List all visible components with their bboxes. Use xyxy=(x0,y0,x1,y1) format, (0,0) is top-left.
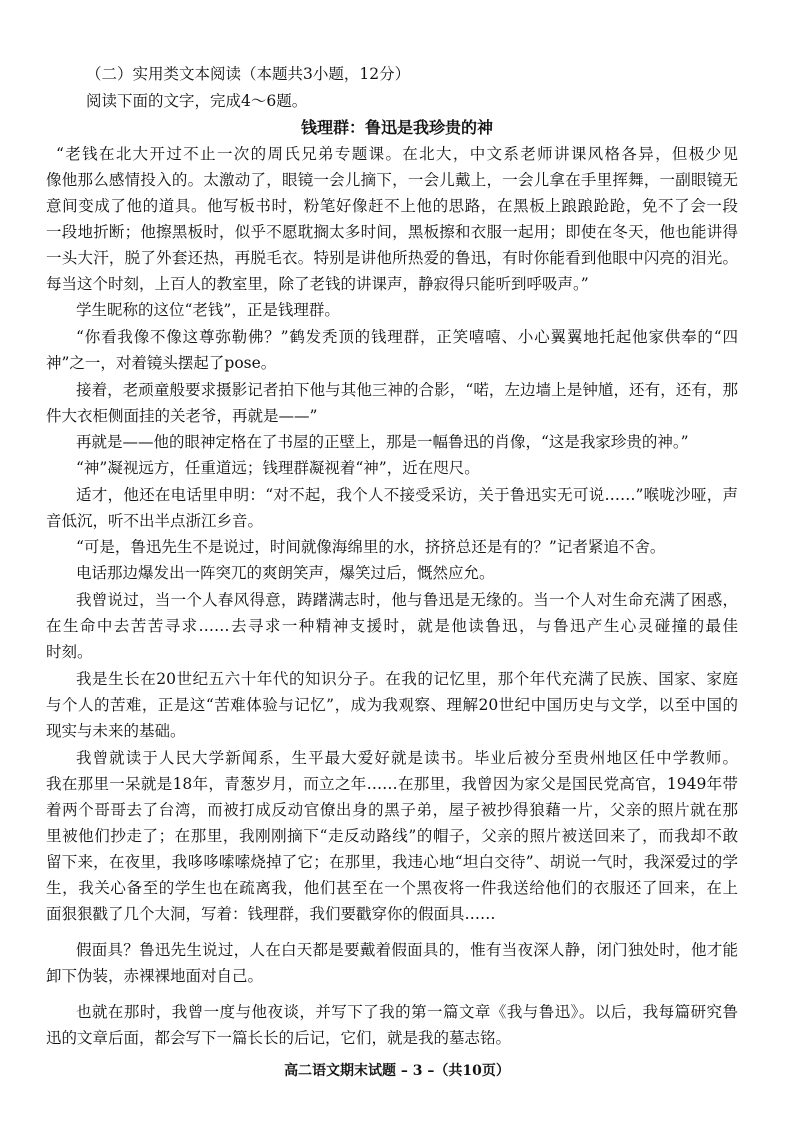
paragraph-line: 件大衣柜侧面挂的关老爷，再就是——” xyxy=(46,407,318,425)
paragraph-line: 适才，他还在电话里申明：“对不起，我个人不接受采访，关于鲁迅实无可说……”喉咙沙哑，声 xyxy=(76,486,738,504)
paragraph-line: 假面具？鲁迅先生说过，人在白天都是要戴着假面具的，惟有当夜深人静，闭门独处时，他才能 xyxy=(76,941,738,959)
paragraph-line: 也就在那时，我曾一度与他夜谈，并写下了我的第一篇文章《我与鲁迅》。以后，我每篇研究鲁 xyxy=(76,1003,738,1021)
paragraph-line: 一段地折断；他擦黑板时，似乎不愿耽搁太多时间，黑板擦和衣服一起用；即使在冬天，他也能讲得 xyxy=(46,223,738,241)
paragraph-line: 迅的文章后面，都会写下一篇长长的后记，它们，就是我的墓志铭。 xyxy=(46,1029,512,1047)
paragraph-line: 神”之一，对着镜头摆起了pose。 xyxy=(46,354,277,372)
paragraph-line: 电话那边爆发出一阵突兀的爽朗笑声，爆笑过后，慨然应允。 xyxy=(76,564,495,582)
paragraph-line: 我在那里一呆就是18年，青葱岁月，而立之年……在那里，我曾因为家父是国民党高官，1949年带 xyxy=(46,775,738,793)
paragraph-line: 着两个哥哥去了台湾，而被打成反动官僚出身的黑子弟，屋子被抄得狼藉一片，父亲的照片就在那 xyxy=(46,801,738,819)
article-title: 钱理群：鲁迅是我珍贵的神 xyxy=(300,118,493,137)
paragraph-line: 我是生长在20世纪五六十年代的知识分子。在我的记忆里，那个年代充满了民族、国家、家庭 xyxy=(76,670,738,688)
paragraph-line: “你看我像不像这尊弥勒佛？”鹤发秃顶的钱理群，正笑嘻嘻、小心翼翼地托起他家供奉的“四 xyxy=(76,328,738,346)
paragraph-line: 生，我关心备至的学生也在疏离我，他们甚至在一个黑夜将一件我送给他们的衣服还了回来，在上 xyxy=(46,879,738,897)
paragraph-line: 接着，老顽童般要求摄影记者拍下他与其他三神的合影，“喏，左边墙上是钟馗，还有，还有，那 xyxy=(76,381,738,399)
paragraph-line: 留下来，在夜里，我哆哆嗦嗦烧掉了它；在那里，我违心地“坦白交待”、胡说一气时，我深爱过的学 xyxy=(46,853,738,871)
paragraph-line: 一头大汗，脱了外套还热，再脱毛衣。特别是讲他所热爱的鲁迅，有时你能看到他眼中闪亮的泪光。 xyxy=(46,249,738,267)
paragraph-line: “可是，鲁迅先生不是说过，时间就像海绵里的水，挤挤总还是有的？”记者紧追不舍。 xyxy=(76,538,666,556)
paragraph-line: 面狠狠戳了几个大洞，写着：钱理群，我们要戳穿你的假面具…… xyxy=(46,905,496,923)
section-header: （二）实用类文本阅读（本题共3小题，12分） xyxy=(86,65,411,83)
paragraph-line: 意间变成了他的道具。他写板书时，粉笔好像赶不上他的思路，在黑板上踉踉跄跄，免不了会一段 xyxy=(46,197,738,215)
paragraph-line: 与个人的苦难，正是这“苦难体验与记忆”，成为我观察、理解20世纪中国历史与文学，以至中国的 xyxy=(46,696,738,714)
paragraph-line: 我曾就读于人民大学新闻系，生平最大爱好就是读书。毕业后被分至贵州地区任中学教师。 xyxy=(76,749,738,767)
paragraph-line: 卸下伪装，赤裸裸地面对自己。 xyxy=(46,967,264,985)
paragraph-line: “神”凝视远方，任重道远；钱理群凝视着“神”，近在咫尺。 xyxy=(76,459,480,477)
paragraph-line: 现实与未来的基础。 xyxy=(46,722,186,740)
paragraph-line: 在生命中去苦苦寻求……去寻求一种精神支援时，就是他读鲁迅，与鲁迅产生心灵碰撞的最佳 xyxy=(46,617,738,635)
paragraph-line: “老钱在北大开过不止一次的周氏兄弟专题课。在北大，中文系老师讲课风格各异，但极少见 xyxy=(56,145,738,163)
paragraph-line: 学生昵称的这位“老钱”，正是钱理群。 xyxy=(76,301,340,319)
instruction: 阅读下面的文字，完成4～6题。 xyxy=(86,92,308,110)
paragraph-line: 里被他们抄走了；在那里，我刚刚摘下“走反动路线”的帽子，父亲的照片被送回来了，而我却不敢 xyxy=(46,827,738,845)
paragraph-line: 每当这个时刻，上百人的教室里，除了老钱的讲课声，静寂得只能听到呼吸声。” xyxy=(46,275,589,293)
paragraph-line: 时刻。 xyxy=(46,643,93,661)
page-footer: 高二语文期末试题 – 3 –（共10页） xyxy=(284,1063,510,1079)
paragraph-line: 音低沉，听不出半点浙江乡音。 xyxy=(46,512,264,530)
paragraph-line: 再就是——他的眼神定格在了书屋的正壁上，那是一幅鲁迅的肖像，“这是我家珍贵的神。” xyxy=(76,433,689,451)
paragraph-line: 像他那么感情投入的。太激动了，眼镜一会儿摘下，一会儿戴上，一会儿拿在手里挥舞，一副眼镜无 xyxy=(46,171,738,189)
paragraph-line: 我曾说过，当一个人春风得意，踌躇满志时，他与鲁迅是无缘的。当一个人对生命充满了困惑， xyxy=(76,591,738,609)
